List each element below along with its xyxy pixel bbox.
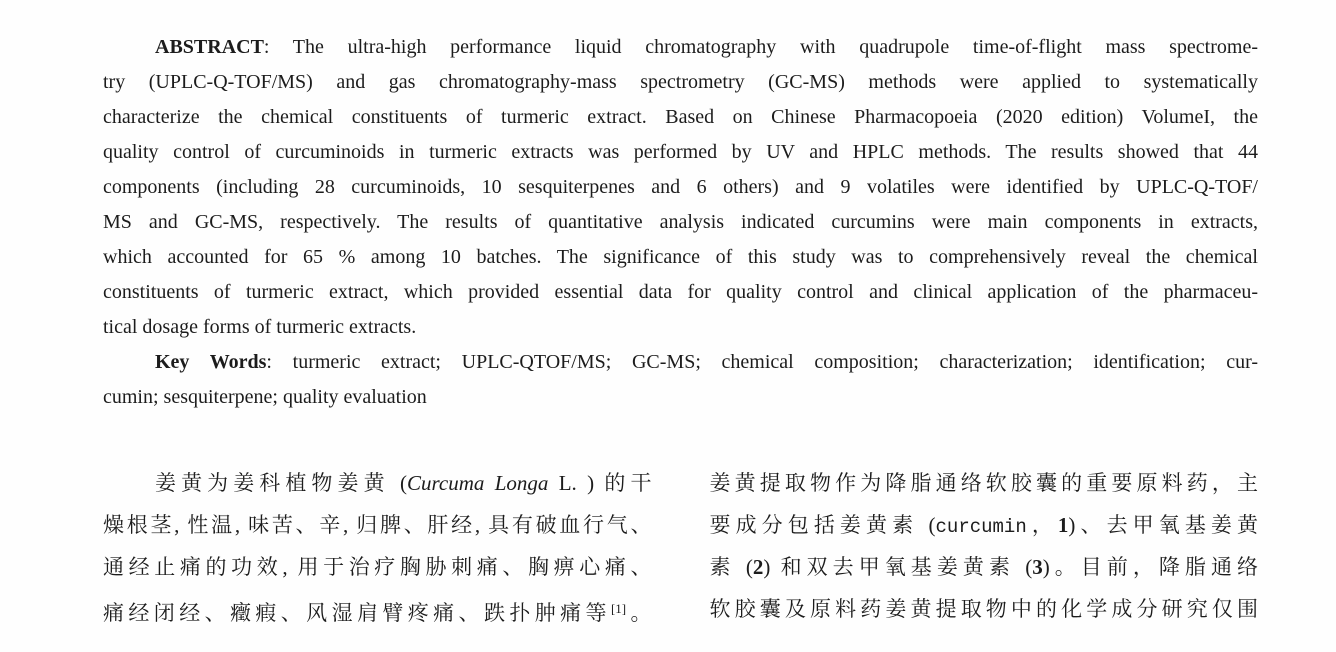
keywords-line bbox=[103, 345, 1258, 380]
text-segment: MS and GC-MS, respectively. The results of quantitative analysis indicated curcumins were main components in extracts, bbox=[103, 211, 1258, 233]
text-segment: 要成分包括姜黄素 ( bbox=[709, 513, 936, 537]
abstract-line bbox=[103, 65, 1258, 100]
text-segment: )。目前，降脂通络 bbox=[1042, 555, 1258, 579]
reference-marker-1: [1] bbox=[610, 601, 627, 616]
text-segment: characterize the chemical constituents of turmeric extract. Based on Chinese Pharmacopoeia (2020 edition) VolumeI, the bbox=[103, 106, 1258, 128]
text-segment: 姜黄为姜科植物姜黄 ( bbox=[155, 471, 407, 495]
text-segment: )、去甲氧基姜黄 bbox=[1068, 513, 1258, 537]
text-segment: try (UPLC-Q-TOF/MS) and gas chromatography-mass spectrometry (GC-MS) methods were applied to systematically bbox=[103, 71, 1258, 93]
text-segment: tical dosage forms of turmeric extracts. bbox=[103, 316, 417, 338]
text-segment: constituents of turmeric extract, which provided essential data for quality control and clinical application of the pharmaceu- bbox=[103, 281, 1258, 303]
right-column bbox=[710, 462, 1259, 630]
text-segment: ) 和双去甲氧基姜黄素 ( bbox=[763, 555, 1033, 579]
text-segment: 软胶囊及原料药姜黄提取物中的化学成分研究仅围 bbox=[709, 597, 1258, 621]
keywords-label: Key Words bbox=[155, 351, 267, 373]
abstract-line bbox=[103, 170, 1258, 205]
cjk-line bbox=[103, 462, 652, 504]
text-segment: : turmeric extract; UPLC-QTOF/MS; GC-MS; chemical composition; characterization; identification; cur- bbox=[266, 351, 1258, 373]
text-segment: 通经止痛的功效, 用于治疗胸胁刺痛、胸痹心痛、 bbox=[103, 555, 652, 579]
compound-name-curcumin: curcumin bbox=[935, 516, 1027, 538]
text-segment: quality control of curcuminoids in turmeric extracts was performed by UV and HPLC methods. The results showed that 44 bbox=[103, 141, 1258, 163]
species-name: Curcuma Longa bbox=[406, 471, 549, 495]
text-segment: which accounted for 65 % among 10 batches. The significance of this study was to comprehensively reveal the chemical bbox=[103, 246, 1258, 268]
compound-number-3: 3 bbox=[1032, 555, 1043, 579]
text-segment: 痛经闭经、癥瘕、风湿肩臂疼痛、跌扑肿痛等 bbox=[103, 601, 611, 625]
cjk-line bbox=[103, 546, 652, 588]
text-segment: 。 bbox=[626, 601, 652, 625]
abstract-line bbox=[103, 135, 1258, 170]
text-segment: 素 ( bbox=[709, 555, 753, 579]
left-column bbox=[103, 462, 652, 630]
text-segment: L. ) 的干 bbox=[548, 471, 652, 495]
text-segment: 姜黄提取物作为降脂通络软胶囊的重要原料药，主 bbox=[709, 471, 1258, 495]
abstract-line bbox=[103, 310, 1258, 345]
text-segment: cumin; sesquiterpene; quality evaluation bbox=[103, 386, 427, 408]
text-segment: 燥根茎, 性温, 味苦、辛, 归脾、肝经, 具有破血行气、 bbox=[103, 513, 652, 537]
abstract-line bbox=[103, 30, 1258, 65]
abstract-section bbox=[103, 30, 1258, 345]
abstract-line bbox=[103, 240, 1258, 275]
compound-number-1: 1 bbox=[1057, 513, 1069, 537]
abstract-label: ABSTRACT bbox=[155, 36, 264, 58]
text-segment: ， bbox=[1026, 513, 1058, 537]
keywords-section bbox=[103, 345, 1258, 415]
cjk-line bbox=[103, 504, 652, 546]
cjk-line bbox=[710, 504, 1259, 546]
body-columns bbox=[103, 462, 1258, 630]
keywords-line bbox=[103, 380, 1258, 415]
abstract-line bbox=[103, 100, 1258, 135]
cjk-line bbox=[710, 546, 1259, 588]
cjk-line bbox=[710, 588, 1259, 630]
text-segment: : The ultra-high performance liquid chromatography with quadrupole time-of-flight mass spectrome- bbox=[263, 36, 1258, 58]
text-segment: components (including 28 curcuminoids, 10 sesquiterpenes and 6 others) and 9 volatiles were identified by UPLC-Q-TOF/ bbox=[103, 176, 1258, 198]
abstract-line bbox=[103, 205, 1258, 240]
cjk-line bbox=[710, 462, 1259, 504]
abstract-line bbox=[103, 275, 1258, 310]
compound-number-2: 2 bbox=[752, 555, 764, 579]
cjk-line bbox=[103, 588, 652, 630]
